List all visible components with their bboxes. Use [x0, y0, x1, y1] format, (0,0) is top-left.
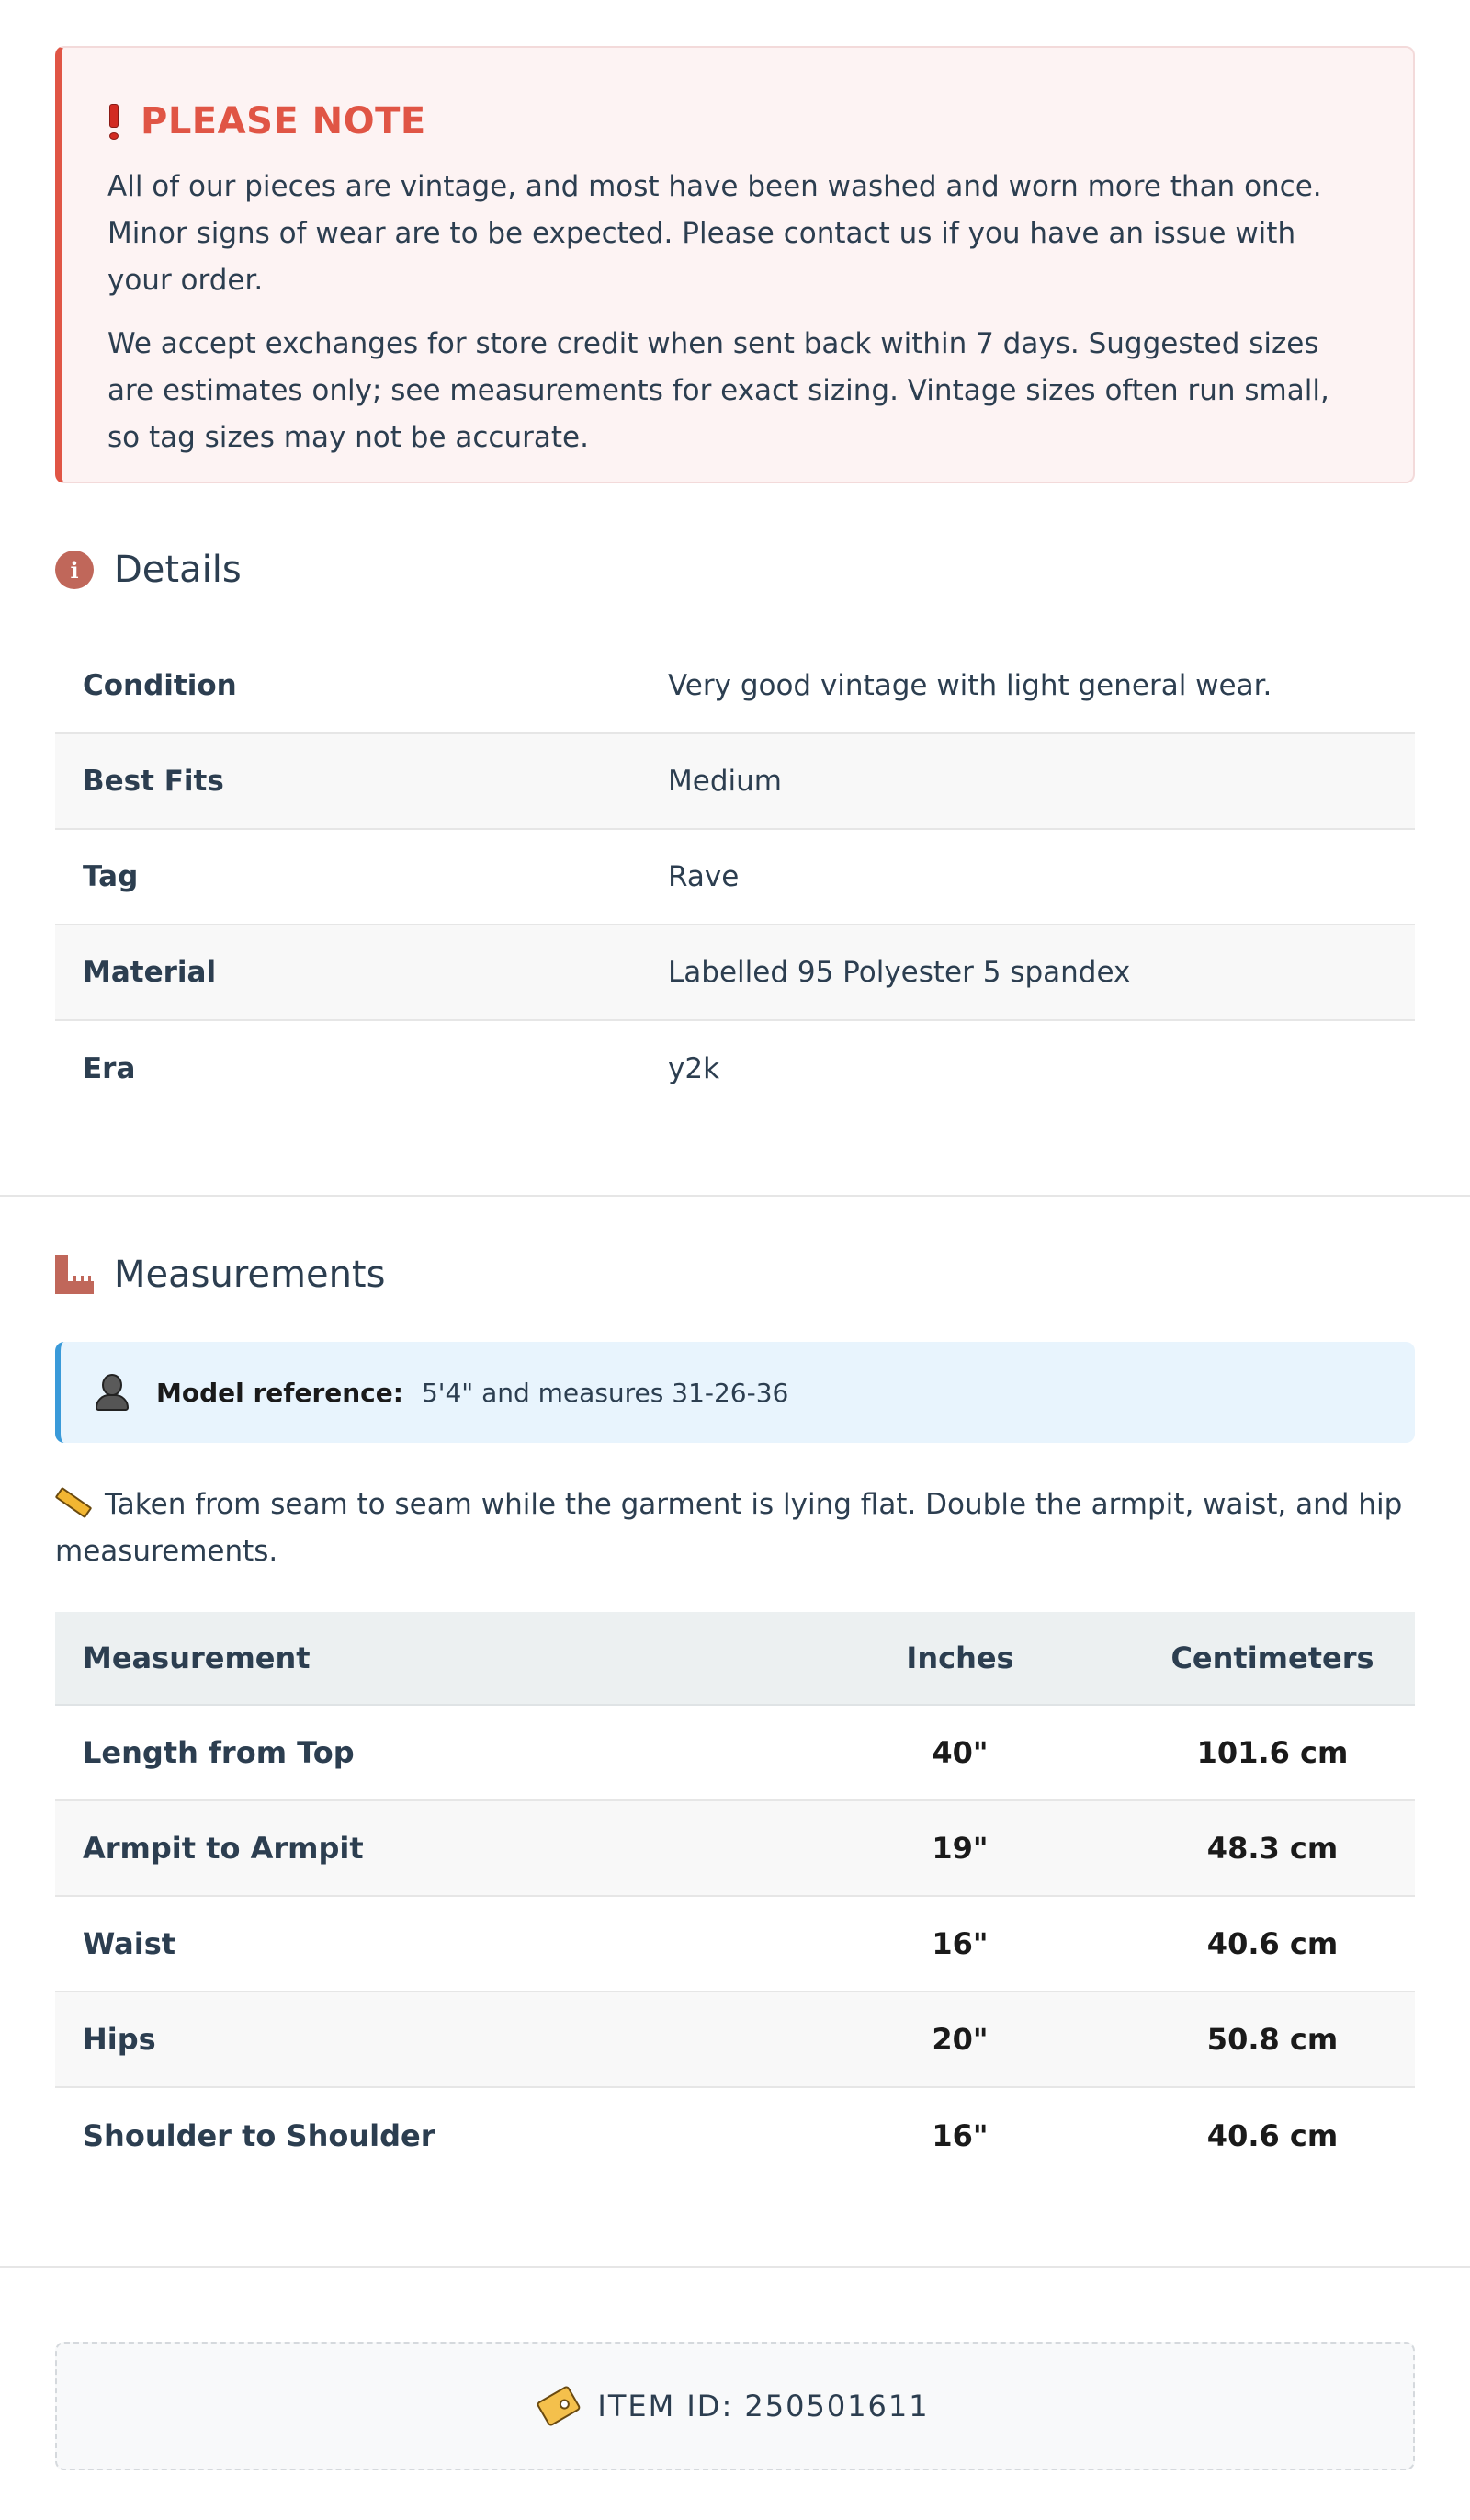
item-id-text: ITEM ID: 250501611 [597, 2389, 930, 2424]
details-row-best-fits [55, 734, 1415, 830]
measurements-table [55, 1612, 1415, 2184]
measurement-name: Armpit to Armpit [83, 1831, 364, 1866]
table-header-row [55, 1612, 1415, 1706]
details-label: Condition [83, 669, 237, 702]
section-divider [0, 2266, 1470, 2268]
details-title: Details [114, 549, 242, 591]
ruler-icon [55, 1255, 94, 1294]
measurement-name: Length from Top [83, 1735, 355, 1770]
section-divider [0, 1195, 1470, 1197]
table-row [55, 1801, 1415, 1897]
column-header-centimeters: Centimeters [1170, 1640, 1374, 1675]
measurement-inches: 16" [932, 2118, 989, 2153]
tag-icon [537, 2385, 582, 2427]
details-value: Very good vintage with light general wear. [668, 669, 1272, 702]
measurements-title: Measurements [114, 1254, 386, 1296]
details-label: Material [83, 956, 217, 989]
measurement-inches: 20" [932, 2022, 989, 2057]
measurement-cm: 40.6 cm [1206, 2118, 1339, 2153]
details-value: Rave [668, 860, 740, 893]
details-row-tag [55, 830, 1415, 925]
notice-title: PLEASE NOTE [141, 100, 426, 142]
person-icon [96, 1374, 129, 1411]
details-row-material [55, 925, 1415, 1021]
info-icon: i [55, 551, 94, 589]
column-header-measurement: Measurement [83, 1640, 311, 1675]
measurement-name: Hips [83, 2022, 156, 2057]
details-label: Tag [83, 860, 139, 893]
model-reference-value: 5'4" and measures 31-26-36 [421, 1377, 789, 1408]
measurement-inches: 16" [932, 1926, 989, 1961]
measurements-heading [55, 1254, 385, 1296]
details-heading [55, 549, 242, 591]
model-reference-label: Model reference: [156, 1377, 403, 1408]
table-row [55, 2088, 1415, 2184]
notice-header [107, 100, 1367, 142]
model-reference-box [55, 1342, 1415, 1443]
measurement-inches: 40" [932, 1735, 989, 1770]
measurement-note [55, 1481, 1415, 1575]
item-id-box [55, 2342, 1415, 2470]
measurement-cm: 50.8 cm [1206, 2022, 1339, 2057]
column-header-inches: Inches [906, 1640, 1014, 1675]
measurement-cm: 101.6 cm [1196, 1735, 1349, 1770]
details-label: Era [83, 1052, 136, 1085]
exclamation-icon [107, 103, 120, 140]
measurement-name: Shoulder to Shoulder [83, 2118, 435, 2153]
measurement-note-text: Taken from seam to seam while the garment is lying flat. Double the armpit, waist, and hip measurements. [55, 1488, 1403, 1568]
details-table [55, 639, 1415, 1117]
details-row-era [55, 1021, 1415, 1117]
measurement-name: Waist [83, 1926, 176, 1961]
details-value: Medium [668, 765, 782, 798]
table-row [55, 1897, 1415, 1992]
notice-paragraph-1: All of our pieces are vintage, and most have been washed and worn more than once. Minor signs of wear are to be expected. Please contact us if you have an issue with your order. [107, 170, 1322, 297]
details-value: Labelled 95 Polyester 5 spandex [668, 956, 1131, 989]
measurement-inches: 19" [932, 1831, 989, 1866]
details-row-condition [55, 639, 1415, 734]
measurement-cm: 48.3 cm [1206, 1831, 1339, 1866]
details-value: y2k [668, 1052, 720, 1085]
please-note-box [55, 46, 1415, 483]
pencil-icon [55, 1486, 93, 1517]
details-label: Best Fits [83, 765, 224, 798]
measurement-cm: 40.6 cm [1206, 1926, 1339, 1961]
notice-paragraph-2: We accept exchanges for store credit when sent back within 7 days. Suggested sizes are estimates only; see measurements for exact sizing. Vintage sizes often run small, so tag sizes may not be accurate. [107, 327, 1329, 454]
table-row [55, 1706, 1415, 1801]
table-row [55, 1992, 1415, 2088]
